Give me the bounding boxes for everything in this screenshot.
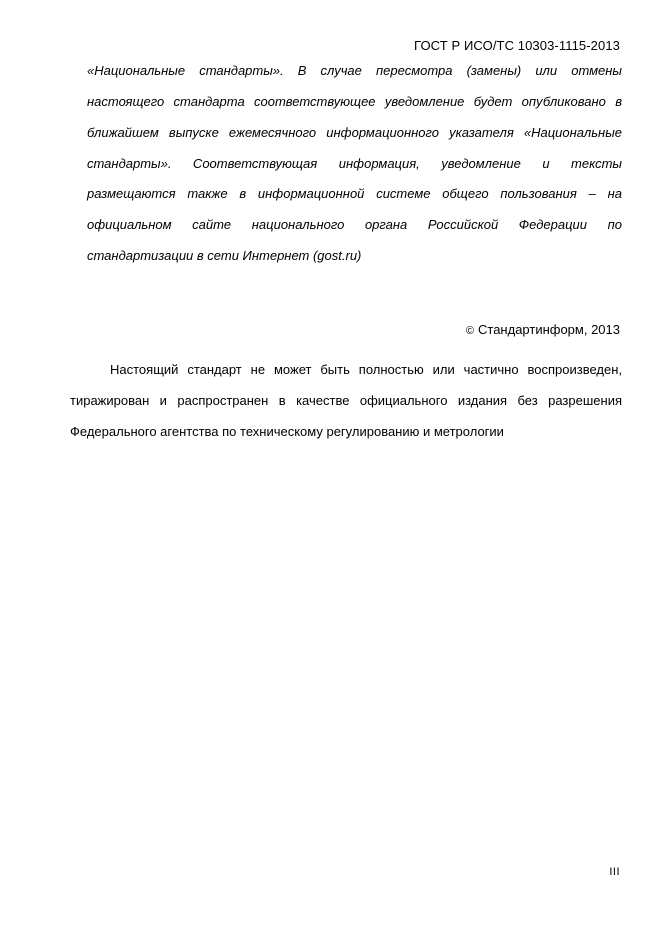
- document-code-header: ГОСТ Р ИСО/ТС 10303-1115-2013: [414, 38, 620, 53]
- page-number: III: [609, 866, 620, 878]
- copyright-line: [466, 322, 620, 337]
- reproduction-line: Федерального агентства по техническому регулированию и метрологии: [70, 424, 504, 439]
- notice-line: стандартизации в сети Интернет (gost.ru): [87, 248, 362, 263]
- copyright-text: Стандартинформ, 2013: [478, 322, 620, 337]
- reproduction-line: тиражирован и распространен в качестве официального издания без разрешения: [70, 393, 622, 408]
- notice-line: «Национальные стандарты». В случае пересмотра (замены) или отмены: [87, 63, 622, 78]
- notice-line: настоящего стандарта соответствующее уведомление будет опубликовано в: [87, 94, 622, 109]
- copyright-symbol: ©: [465, 325, 474, 337]
- notice-line: размещаются также в информационной системе общего пользования – на: [87, 186, 622, 201]
- reproduction-line: Настоящий стандарт не может быть полностью или частично воспроизведен,: [110, 362, 622, 377]
- notice-line: стандарты». Соответствующая информация, уведомление и тексты: [87, 156, 622, 171]
- notice-line: ближайшем выпуске ежемесячного информационного указателя «Национальные: [87, 125, 622, 140]
- notice-line: официальном сайте национального органа Российской Федерации по: [87, 217, 622, 232]
